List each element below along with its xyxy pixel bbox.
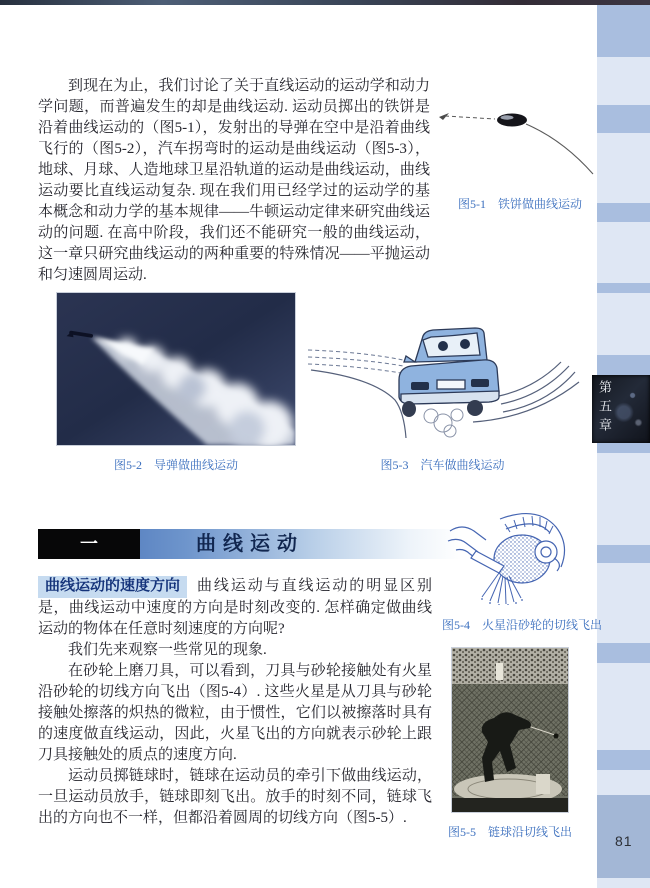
subsection-heading: 曲线运动的速度方向 [38,576,187,598]
section-header [38,529,462,559]
car-illustration [303,300,583,445]
grinding-wheel-illustration [442,505,602,605]
strip-band [597,643,650,663]
section-paragraph-4: 运动员掷链球时，链球在运动员的牵引下做曲线运动，一旦运动员放手，链球即刻飞出。放手的时刻不同，链球飞出的方向也不一样，但都沿着圆周的切线方向（图5-5）. [38,768,432,826]
chapter-tab-label: 第五章 [597,380,612,437]
strip-band [597,283,650,293]
strip-band [597,355,650,375]
strip-band [597,443,650,453]
section-body [38,576,432,829]
figure-5-3 [300,300,585,473]
figure-caption: 图5-3 汽车做曲线运动 [380,458,505,472]
strip-band [597,5,650,57]
section-paragraph-1 [38,576,432,640]
section-paragraph-1-text: 曲线运动与直线运动的明显区别是，曲线运动中速度的方向是时刻改变的. 怎样确定做曲线运动的物体在任意时刻速度的方向呢? [38,578,432,637]
figure-5-2 [57,293,295,473]
section-title: 曲线运动 [196,533,304,555]
figure-caption: 图5-1 铁饼做曲线运动 [458,197,582,211]
strip-band [597,750,650,770]
discus-illustration [433,92,608,184]
figure-caption: 图5-4 火星沿砂轮的切线飞出 [442,618,602,632]
intro-paragraph: 到现在为止，我们讨论了关于直线运动的运动学和动力学问题，而普遍发生的却是曲线运动. 运动员掷出的铁饼是沿着曲线运动的（图5-1），发射出的导弹在空中是沿着曲线飞行的（图5-2），汽车拐弯时的运动是曲线运动（图5-3），地球、月球、人造地球卫星沿轨道的运动是曲线运动，曲线运动要比直线运动复杂. 现在我们用已经学过的运动学的基本概念和动力学的基本规律——牛顿运动定律来研究曲线运动的问题. 在高中阶段，我们还不能研究一般的曲线运动，这一章只研究曲线运动的两种重要的特殊情况——平抛运动和匀速圆周运动. [38,78,430,283]
figure-5-1 [430,92,610,212]
section-paragraph-2: 我们先来观察一些常见的现象. [68,642,267,658]
missile-photo [57,293,295,445]
figure-caption: 图5-2 导弹做曲线运动 [114,458,238,472]
page-number: 81 [615,833,633,849]
section-paragraph-3: 在砂轮上磨刀具，可以看到，刀具与砂轮接触处有火星沿砂轮的切线方向飞出（图5-4）. 这些火星是从刀具与砂轮接触处擦落的炽热的微粒，由于惯性，它们以被擦落时具有的速度做直线运动，因此，火星飞出的方向就表示砂轮上跟刀具接触处的质点的速度方向. [38,663,432,763]
figure-caption: 图5-5 链球沿切线飞出 [448,825,572,839]
section-number: 一 [38,529,140,559]
top-border-bar [0,0,650,5]
chapter-tab-photo [592,375,650,443]
figure-5-4 [436,505,608,633]
hammer-throw-photo [452,648,568,812]
figure-5-5 [444,648,576,840]
